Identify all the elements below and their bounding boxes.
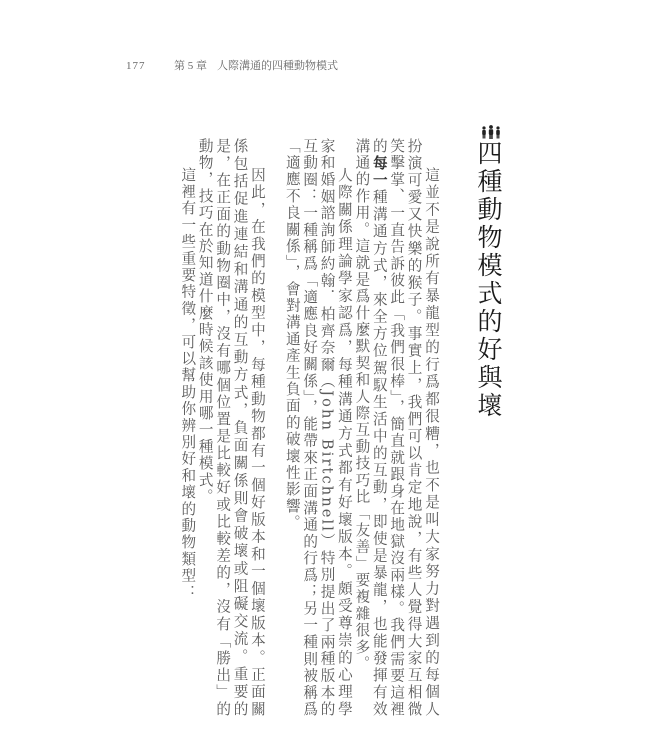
running-head (126, 57, 338, 73)
body-text (110, 138, 440, 718)
paragraph-2: 人際關係理論學家認爲，每種溝通方式都有好壞版本。頗受尊崇的心理學家和婚姻諮詢師約翰．柏齊奈爾（John Birtchnell）特別提出了兩種版本的互動圈：一種稱爲「適應良好關係」，能帶來正面溝通的行爲；另一種則被稱爲「適應不良關係」，會對溝通產生負面的破壞性影響。 (283, 138, 353, 718)
chapter-title: 人際溝通的四種動物模式 (217, 60, 338, 72)
emphasis-text: 每一 (370, 155, 388, 190)
paragraph-1: 這並不是說所有暴龍型的行爲都很糟，也不是叫大家努力對遇到的每個人扮演可愛又快樂的猴子。事實上，我們可以肯定地說，有些人覺得大家互相微笑擊掌、一直告訴彼此「我們很棒」，簡直就跟身在地獄沒兩樣。我們需要這裡的每一種溝通方式，來全方位駕馭生活中的互動，即使是暴龍，也能發揮有效溝通的作用。這就是爲什麼默契和人際互動技巧比「友善」要複雜很多。 (353, 138, 440, 718)
paragraph-4: 這裡有一些重要特徵，可以幫助你辨別好和壞的動物類型： (179, 167, 197, 602)
section-title: 四種動物模式的好與壞 (474, 140, 503, 420)
paragraph-3: 因此，在我們的模型中，每種動物都有一個好版本和一個壞版本。正面關係包括促進連結和溝通的互動方式，負面關係則會破壞或阻礙交流。重要的是，在正面的動物圈中，沒有哪個位置是比較好或比較差的，沒有「勝出」的動物，技巧在於知道什麼時候該使用哪一種模式。 (196, 138, 266, 718)
chapter-label: 第 5 章 (174, 60, 207, 72)
page-number: 177 (126, 60, 146, 72)
people-group-icon (480, 125, 502, 139)
